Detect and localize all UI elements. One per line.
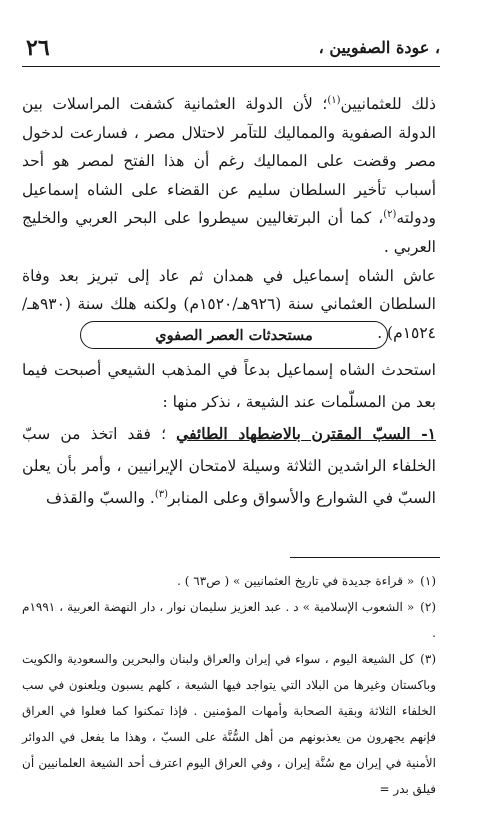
footnote-3-number: (٣) bbox=[420, 652, 436, 666]
footnote-3 bbox=[22, 646, 436, 802]
paragraph-1 bbox=[22, 90, 436, 262]
paragraph-1-start: ذلك للعثمانيين bbox=[340, 95, 436, 113]
paragraph-1-body: ؛ لأن الدولة العثمانية كشفت المراسلات بين الدولة الصفوية والمماليك للتآمر لاحتلال مصر ، فسارعت لدخول مصر وقضت على المماليك رغم أن هذا الفتح لمصر هو أحد أسباب تأخير السلطان سليم عن القضاء على الشاه إسماعيل ودولته bbox=[22, 95, 436, 228]
footnote-2-text: « الشعوب الإسلامية » د . عبد العزيز سليمان نوار ، دار النهضة العربية ، ١٩٩١م . bbox=[22, 600, 436, 640]
footnote-1-text: « قراءة جديدة في تاريخ العثمانيين » ( ص٦٣ ) . bbox=[177, 574, 415, 588]
paragraph-2: عاش الشاه إسماعيل في همدان ثم عاد إلى تبريز بعد وفاة السلطان العثماني سنة (٩٢٦هـ/١٥٢٠م) ولكنه هلك سنة (٩٣٠هـ/١٥٢٤م) . bbox=[22, 266, 436, 342]
page-number: ٢٦ bbox=[26, 35, 50, 61]
main-text-top bbox=[22, 90, 436, 347]
section-heading-box bbox=[80, 321, 388, 349]
footnote-ref-3[interactable]: (٣) bbox=[154, 488, 169, 500]
running-title: ، عودة الصفويين ، bbox=[318, 38, 440, 57]
footnote-divider bbox=[290, 557, 440, 558]
footnote-ref-2[interactable]: (٢) bbox=[383, 209, 397, 221]
paragraph-1-end: ، كما أن البرتغاليين سيطروا على البحر العربي والخليج العربي . bbox=[22, 209, 436, 256]
footnote-2-number: (٢) bbox=[420, 600, 436, 614]
footnote-3-text: كل الشيعة اليوم ، سواء في إيران والعراق ولبنان والبحرين والسعودية والكويت وباكستان وغيرها من البلاد التي يتواجد فيها الشيعة ، كلهم يسبون ويلعنون في سب الخلفاء الثلاثة وبقية الصحابة وأمهات المؤمنين . فإذا تمكنوا كما فعلوا في العراق فإنهم يجهرون من يعذبونهم من أهل السُّنَّة على السبّ ، وهذا ما يفعل في الدوائر الأمنية في إيران مع سُنَّة إيران ، وفي العراق اليوم اعترف أحد الشيعة العلمانيين أن فيلق بدر = bbox=[22, 652, 436, 796]
header-rule bbox=[22, 66, 440, 67]
page-header bbox=[26, 36, 440, 60]
list-item-1-tail: . والسبّ والقذف bbox=[45, 489, 155, 507]
footnote-1-number: (١) bbox=[420, 574, 436, 588]
list-item-1-text: ؛ فقد اتخذ من سبّ الخلفاء الراشدين الثلاثة وسيلة لامتحان الإيرانيين ، وأمر بأن يعلن السبّ في الشوارع والأسواق وعلى المنابر bbox=[22, 425, 436, 507]
footnotes-section bbox=[22, 568, 436, 802]
intro-paragraph: استحدث الشاه إسماعيل بدعاً في المذهب الشيعي أصبحت فيما بعد من المسلّمات عند الشيعة ، نذكر منها : bbox=[22, 361, 436, 411]
footnote-2 bbox=[22, 594, 436, 646]
list-item-1-heading: ١- السبّ المقترن بالاضطهاد الطائفي bbox=[176, 424, 436, 443]
list-item-1 bbox=[22, 418, 436, 514]
main-text-bottom bbox=[22, 354, 436, 514]
section-title: مستحدثات العصر الصفوي bbox=[155, 326, 313, 344]
footnote-1 bbox=[22, 568, 436, 594]
footnote-ref-1[interactable]: (١) bbox=[327, 94, 341, 106]
